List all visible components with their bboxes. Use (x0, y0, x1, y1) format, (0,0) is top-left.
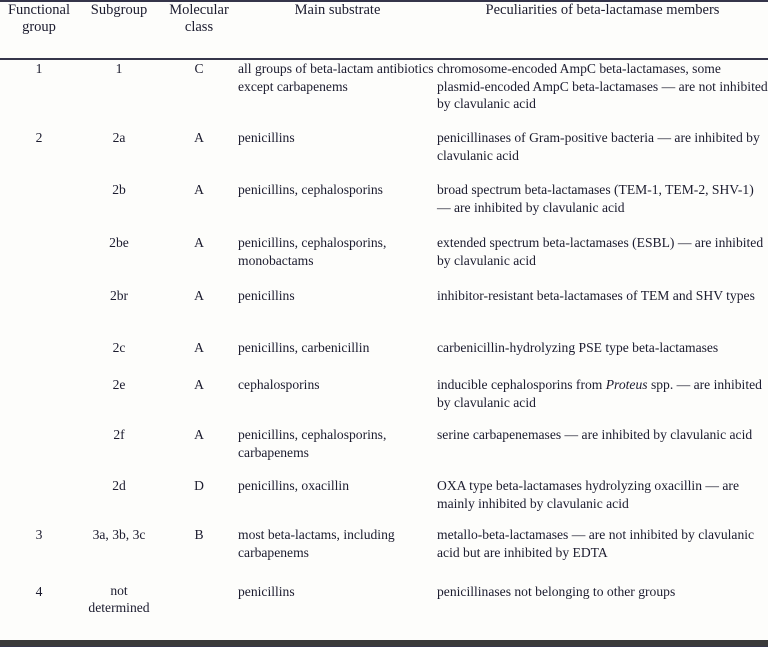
cell-subgroup: 2c (78, 339, 160, 376)
cell-main-substrate: penicillins, cephalosporins (238, 181, 437, 234)
column-header-subgroup-label: Subgroup (90, 2, 148, 18)
cell-molecular-class: A (160, 426, 238, 477)
cell-functional-group: 3 (0, 526, 78, 583)
table-row (0, 583, 768, 646)
cell-functional-group: 1 (0, 59, 78, 129)
cell-molecular-class (160, 583, 238, 646)
column-header-peculiarities (437, 1, 768, 59)
column-header-functional-group-line1: Functional (7, 2, 71, 18)
cell-subgroup: 2d (78, 477, 160, 526)
column-header-peculiarities-label: Peculiarities of beta-lactamase members (485, 2, 720, 18)
table-header (0, 1, 768, 59)
cell-peculiarities: carbenicillin-hydrolyzing PSE type beta-lactamases (437, 339, 768, 376)
column-header-main-substrate-label: Main substrate (294, 2, 381, 18)
cell-subgroup (78, 583, 160, 646)
cell-molecular-class: A (160, 376, 238, 426)
peculiarities-genus-italic: Proteus (605, 377, 648, 392)
cell-subgroup-line1: not (110, 583, 128, 598)
table-row (0, 339, 768, 376)
column-header-molecular-class-line2: class (184, 19, 214, 36)
cell-subgroup: 3a, 3b, 3c (78, 526, 160, 583)
table-body (0, 59, 768, 646)
cell-peculiarities: extended spectrum beta-lactamases (ESBL) — are inhibited by clavulanic acid (437, 234, 768, 287)
header-row (0, 1, 768, 59)
cell-main-substrate: penicillins (238, 287, 437, 339)
column-header-molecular-class-line1: Molecular (169, 2, 229, 18)
cell-molecular-class: A (160, 181, 238, 234)
cell-peculiarities (437, 376, 768, 426)
cell-peculiarities: chromosome-encoded AmpC beta-lactamases, some plasmid-encoded AmpC beta-lactamases — are not inhibited by clavulanic acid (437, 59, 768, 129)
cell-main-substrate: penicillins, oxacillin (238, 477, 437, 526)
cell-subgroup: 2br (78, 287, 160, 339)
cell-molecular-class: A (160, 234, 238, 287)
peculiarities-text-post: spp. — are inhibited by clavulanic acid (437, 377, 762, 410)
cell-functional-group: 2 (0, 129, 78, 181)
page-bottom-margin (0, 640, 768, 646)
peculiarities-text-pre: inducible cephalosporins from (437, 377, 606, 392)
cell-main-substrate: penicillins (238, 129, 437, 181)
cell-main-substrate: penicillins, cephalosporins, monobactams (238, 234, 437, 287)
cell-peculiarities: penicillinases not belonging to other groups (437, 583, 768, 646)
cell-main-substrate: most beta-lactams, including carbapenems (238, 526, 437, 583)
cell-molecular-class: C (160, 59, 238, 129)
cell-functional-group (0, 234, 78, 287)
table-row (0, 426, 768, 477)
cell-subgroup: 2f (78, 426, 160, 477)
table-row (0, 234, 768, 287)
cell-functional-group (0, 426, 78, 477)
column-header-functional-group-line2: group (22, 19, 56, 36)
cell-main-substrate: penicillins, cephalosporins, carbapenems (238, 426, 437, 477)
cell-peculiarities: inhibitor-resistant beta-lactamases of TEM and SHV types (437, 287, 768, 339)
cell-subgroup-line2: determined (88, 599, 150, 615)
cell-subgroup: 2e (78, 376, 160, 426)
cell-peculiarities: penicillinases of Gram-positive bacteria — are inhibited by clavulanic acid (437, 129, 768, 181)
table-row (0, 477, 768, 526)
cell-functional-group (0, 339, 78, 376)
cell-peculiarities: serine carbapenemases — are inhibited by clavulanic acid (437, 426, 768, 477)
cell-molecular-class: D (160, 477, 238, 526)
cell-functional-group (0, 287, 78, 339)
column-header-molecular-class (160, 1, 238, 59)
cell-molecular-class: B (160, 526, 238, 583)
cell-main-substrate: penicillins, carbenicillin (238, 339, 437, 376)
cell-functional-group: 4 (0, 583, 78, 646)
table-row (0, 129, 768, 181)
cell-peculiarities: metallo-beta-lactamases — are not inhibited by clavulanic acid but are inhibited by EDTA (437, 526, 768, 583)
cell-molecular-class: A (160, 287, 238, 339)
cell-subgroup: 1 (78, 59, 160, 129)
column-header-main-substrate (238, 1, 437, 59)
cell-main-substrate: all groups of beta-lactam antibiotics except carbapenems (238, 59, 437, 129)
table-row (0, 181, 768, 234)
cell-peculiarities: broad spectrum beta-lactamases (TEM-1, TEM-2, SHV-1) — are inhibited by clavulanic acid (437, 181, 768, 234)
table-row (0, 287, 768, 339)
table-row (0, 526, 768, 583)
table-row (0, 59, 768, 129)
cell-subgroup: 2a (78, 129, 160, 181)
cell-functional-group (0, 181, 78, 234)
cell-main-substrate: cephalosporins (238, 376, 437, 426)
cell-subgroup: 2b (78, 181, 160, 234)
cell-subgroup: 2be (78, 234, 160, 287)
column-header-functional-group (0, 1, 78, 59)
cell-molecular-class: A (160, 339, 238, 376)
cell-main-substrate: penicillins (238, 583, 437, 646)
cell-molecular-class: A (160, 129, 238, 181)
column-header-subgroup (78, 1, 160, 59)
table-row (0, 376, 768, 426)
cell-functional-group (0, 477, 78, 526)
cell-peculiarities: OXA type beta-lactamases hydrolyzing oxacillin — are mainly inhibited by clavulanic acid (437, 477, 768, 526)
cell-functional-group (0, 376, 78, 426)
